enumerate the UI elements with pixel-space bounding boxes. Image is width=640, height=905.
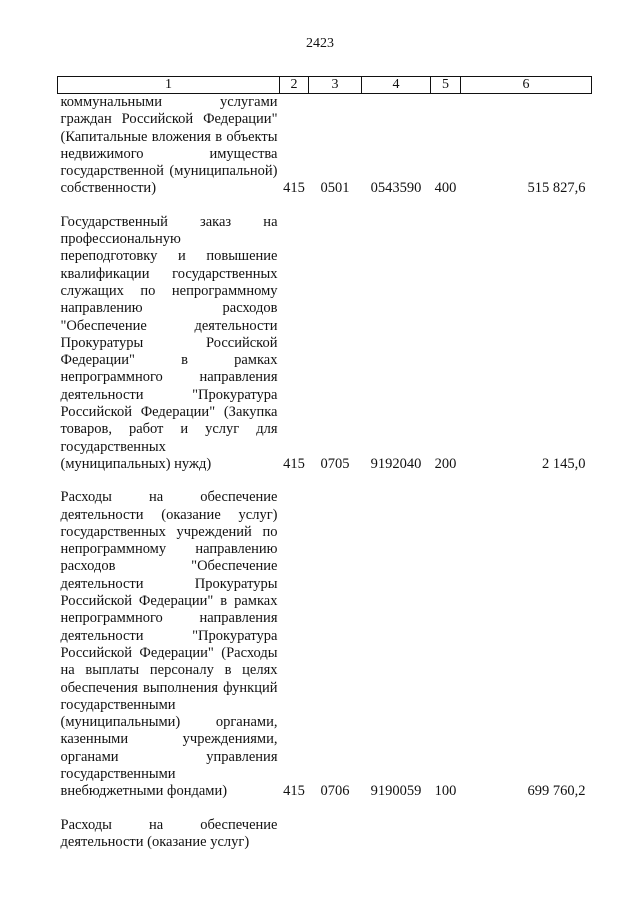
row-expense-type	[431, 817, 461, 852]
row-amount: 515 827,6	[527, 180, 586, 197]
column-header: 3	[309, 77, 362, 94]
row-amount	[461, 817, 592, 852]
row-spacer	[58, 198, 592, 214]
column-header: 6	[461, 77, 592, 94]
row-section-code: 0706	[320, 783, 350, 800]
column-header: 2	[280, 77, 309, 94]
row-expense-type: 400	[434, 180, 457, 197]
row-description: Государственный заказ на профессиональную переподготовку и повышение квалификации государственных служащих по непрограммному направлению расходов "Обеспечение деятельности Прокуратуры Российской Федерации" в рамках непрограммного направления деятельности "Прокуратура Российской Федерации" (Закупка товаров, работ и услуг для государственных (муниципальных) нужд)	[60, 213, 278, 472]
table-row	[58, 94, 592, 198]
row-target-code: 9190059	[370, 783, 422, 800]
row-spacer	[58, 801, 592, 817]
row-target-code	[362, 817, 431, 852]
table-row	[58, 214, 592, 473]
table-row	[58, 817, 592, 852]
column-header: 1	[58, 77, 280, 94]
row-target-code: 0543590	[370, 180, 422, 197]
row-description: коммунальными услугами граждан Российской Федерации" (Капитальные вложения в объекты недвижимого имущества государственной (муниципальной) собственности)	[60, 94, 278, 197]
row-ministry-code: 415	[283, 783, 305, 800]
table-header-row	[58, 77, 592, 94]
table-row	[58, 489, 592, 800]
row-section-code	[309, 817, 362, 852]
row-expense-type: 100	[434, 783, 457, 800]
row-expense-type: 200	[434, 455, 457, 472]
row-amount: 2 145,0	[542, 455, 586, 472]
row-ministry-code: 415	[283, 180, 305, 197]
row-spacer	[58, 473, 592, 489]
budget-table	[57, 76, 592, 851]
row-amount: 699 760,2	[527, 783, 586, 800]
row-target-code: 9192040	[370, 455, 422, 472]
column-header: 5	[431, 77, 461, 94]
page-number: 2423	[306, 36, 334, 51]
row-description: Расходы на обеспечение деятельности (оказание услуг) государственных учреждений по непрограммному направлению расходов "Обеспечение деятельности Прокуратуры Российской Федерации" в рамках непрограммного направления деятельности "Прокуратура Российской Федерации" (Расходы на выплаты персоналу в целях обеспечения выполнения функций государственными (муниципальными) органами, казенными учреждениями, органами управления государственными внебюджетными фондами)	[60, 489, 278, 800]
row-ministry-code	[280, 817, 309, 852]
row-ministry-code: 415	[283, 455, 305, 472]
row-section-code: 0501	[320, 180, 350, 197]
row-description: Расходы на обеспечение деятельности (оказание услуг)	[60, 816, 278, 850]
column-header: 4	[362, 77, 431, 94]
row-section-code: 0705	[320, 455, 350, 472]
